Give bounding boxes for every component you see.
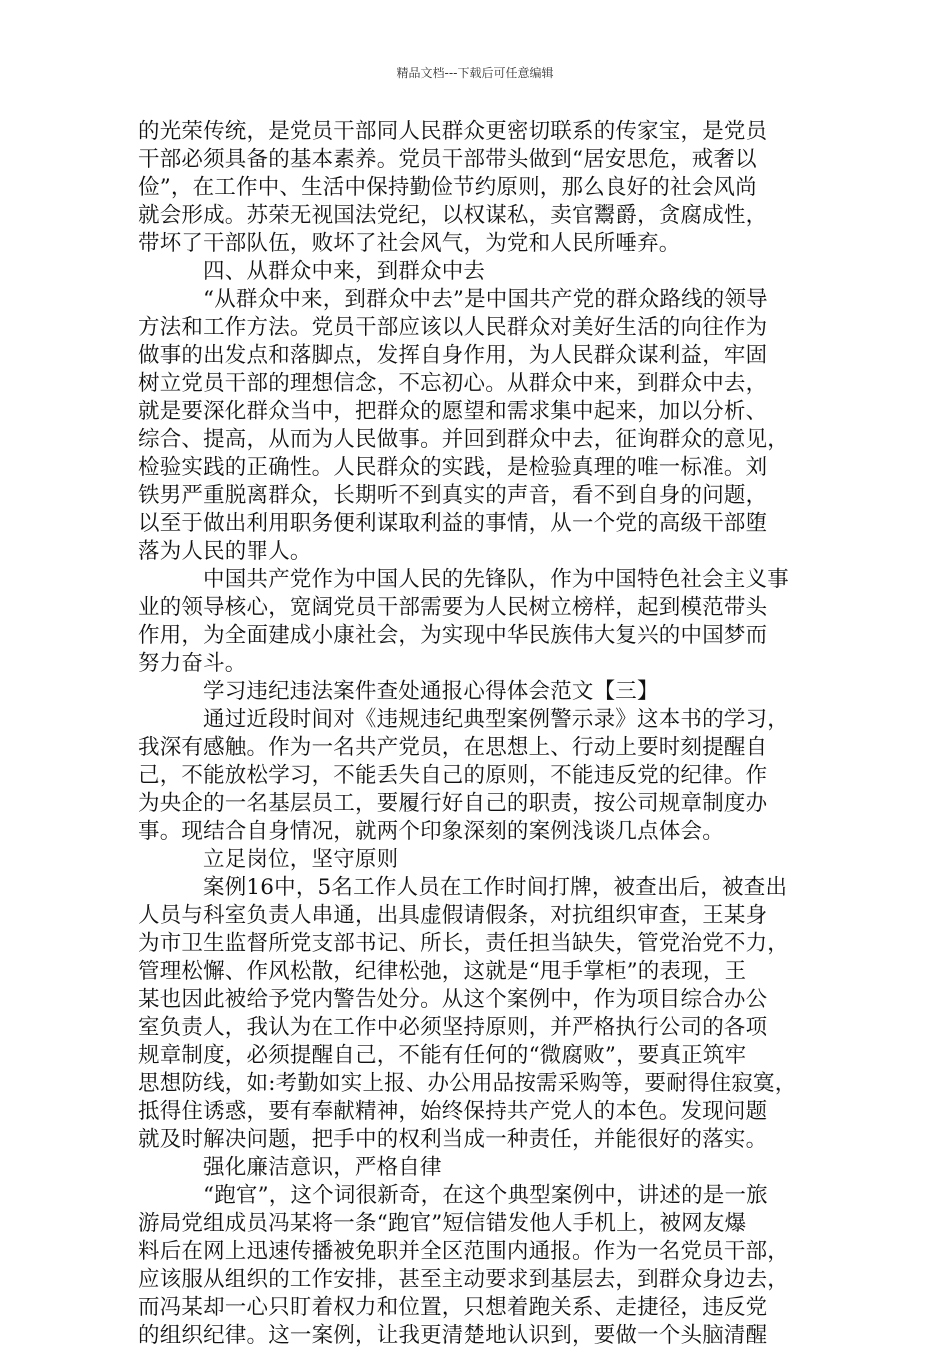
text-line: 而冯某却一心只盯着权力和位置，只想着跑关系、走捷径，违反党 xyxy=(138,1295,768,1320)
text-line: 管理松懈、作风松散，纪律松弛，这就是“甩手掌柜”的表现，王 xyxy=(138,959,747,984)
text-line: 方法和工作方法。党员干部应该以人民群众对美好生活的向往作为 xyxy=(138,315,768,340)
text-line: 就会形成。苏荣无视国法党纪，以权谋私，卖官鬻爵，贪腐成性， xyxy=(138,203,768,228)
document-body xyxy=(138,118,818,1350)
text-line: 检验实践的正确性。人民群众的实践，是检验真理的唯一标准。刘 xyxy=(138,455,768,480)
text-line: 我深有感触。作为一名共产党员，在思想上、行动上要时刻提醒自 xyxy=(138,735,768,760)
text-line: 做事的出发点和落脚点，发挥自身作用，为人民群众谋利益，牢固 xyxy=(138,343,768,368)
text-line: 案例16中，5名工作人员在工作时间打牌，被查出后，被查出 xyxy=(203,875,788,900)
text-line: 为央企的一名基层员工，要履行好自己的职责，按公司规章制度办 xyxy=(138,791,768,816)
text-line: 业的领导核心，宽阔党员干部需要为人民树立榜样，起到模范带头 xyxy=(138,595,768,620)
text-line: 作用，为全面建成小康社会，为实现中华民族伟大复兴的中国梦而 xyxy=(138,623,768,648)
text-line: 就及时解决问题，把手中的权利当成一种责任，并能很好的落实。 xyxy=(138,1127,768,1152)
text-line: 的光荣传统，是党员干部同人民群众更密切联系的传家宝，是党员 xyxy=(138,119,768,144)
text-line: “跑官”，这个词很新奇，在这个典型案例中，讲述的是一旅 xyxy=(203,1183,768,1208)
text-line: 努力奋斗。 xyxy=(138,651,247,676)
text-line: 四、从群众中来，到群众中去 xyxy=(203,259,486,284)
text-line: 己，不能放松学习，不能丢失自己的原则，不能违反党的纪律。作 xyxy=(138,763,768,788)
text-line: 事。现结合自身情况，就两个印象深刻的案例浅谈几点体会。 xyxy=(138,819,724,844)
text-line: 就是要深化群众当中，把群众的愿望和需求集中起来，加以分析、 xyxy=(138,399,768,424)
text-line: 学习违纪违法案件查处通报心得体会范文【三】 xyxy=(203,679,659,704)
text-line: 游局党组成员冯某将一条“跑官”短信错发他人手机上，被网友爆 xyxy=(138,1211,747,1236)
text-line: 应该服从组织的工作安排，甚至主动要求到基层去，到群众身边去， xyxy=(138,1267,790,1292)
text-line: 综合、提高，从而为人民做事。并回到群众中去，征询群众的意见， xyxy=(138,427,790,452)
text-line: 的组织纪律。这一案例，让我更清楚地认识到，要做一个头脑清醒 xyxy=(138,1323,768,1348)
text-line: 通过近段时间对《违规违纪典型案例警示录》这本书的学习， xyxy=(203,707,789,732)
text-line: 料后在网上迅速传播被免职并全区范围内通报。作为一名党员干部， xyxy=(138,1239,790,1264)
text-line: 中国共产党作为中国人民的先锋队，作为中国特色社会主义事 xyxy=(203,567,789,592)
text-line: 某也因此被给予党内警告处分。从这个案例中，作为项目综合办公 xyxy=(138,987,768,1012)
text-line: 强化廉洁意识，严格自律 xyxy=(203,1155,442,1180)
text-line: 落为人民的罪人。 xyxy=(138,539,312,564)
text-line: 俭”，在工作中、生活中保持勤俭节约原则，那么良好的社会风尚 xyxy=(138,175,757,200)
text-line: 立足岗位，坚守原则 xyxy=(203,847,399,872)
text-line: 人员与科室负责人串通，出具虚假请假条，对抗组织审查，王某身 xyxy=(138,903,768,928)
text-line: “从群众中来，到群众中去”是中国共产党的群众路线的领导 xyxy=(203,287,768,312)
text-line: 室负责人，我认为在工作中必须坚持原则，并严格执行公司的各项 xyxy=(138,1015,768,1040)
text-line: 带坏了干部队伍，败坏了社会风气，为党和人民所唾弃。 xyxy=(138,231,681,256)
text-line: 以至于做出利用职务便利谋取利益的事情，从一个党的高级干部堕 xyxy=(138,511,768,536)
text-line: 规章制度，必须提醒自己，不能有任何的“微腐败”，要真正筑牢 xyxy=(138,1043,747,1068)
text-line: 抵得住诱惑，要有奉献精神，始终保持共产党人的本色。发现问题 xyxy=(138,1099,768,1124)
text-line: 铁男严重脱离群众，长期听不到真实的声音，看不到自身的问题， xyxy=(138,483,768,508)
text-line: 树立党员干部的理想信念，不忘初心。从群众中来，到群众中去， xyxy=(138,371,768,396)
text-line: 为市卫生监督所党支部书记、所长，责任担当缺失，管党治党不力， xyxy=(138,931,790,956)
text-line: 思想防线，如:考勤如实上报、办公用品按需采购等，要耐得住寂寞， xyxy=(138,1071,797,1096)
text-line: 干部必须具备的基本素养。党员干部带头做到“居安思危，戒奢以 xyxy=(138,147,757,172)
page-header: 精品文档---下载后可任意编辑 xyxy=(396,66,554,80)
